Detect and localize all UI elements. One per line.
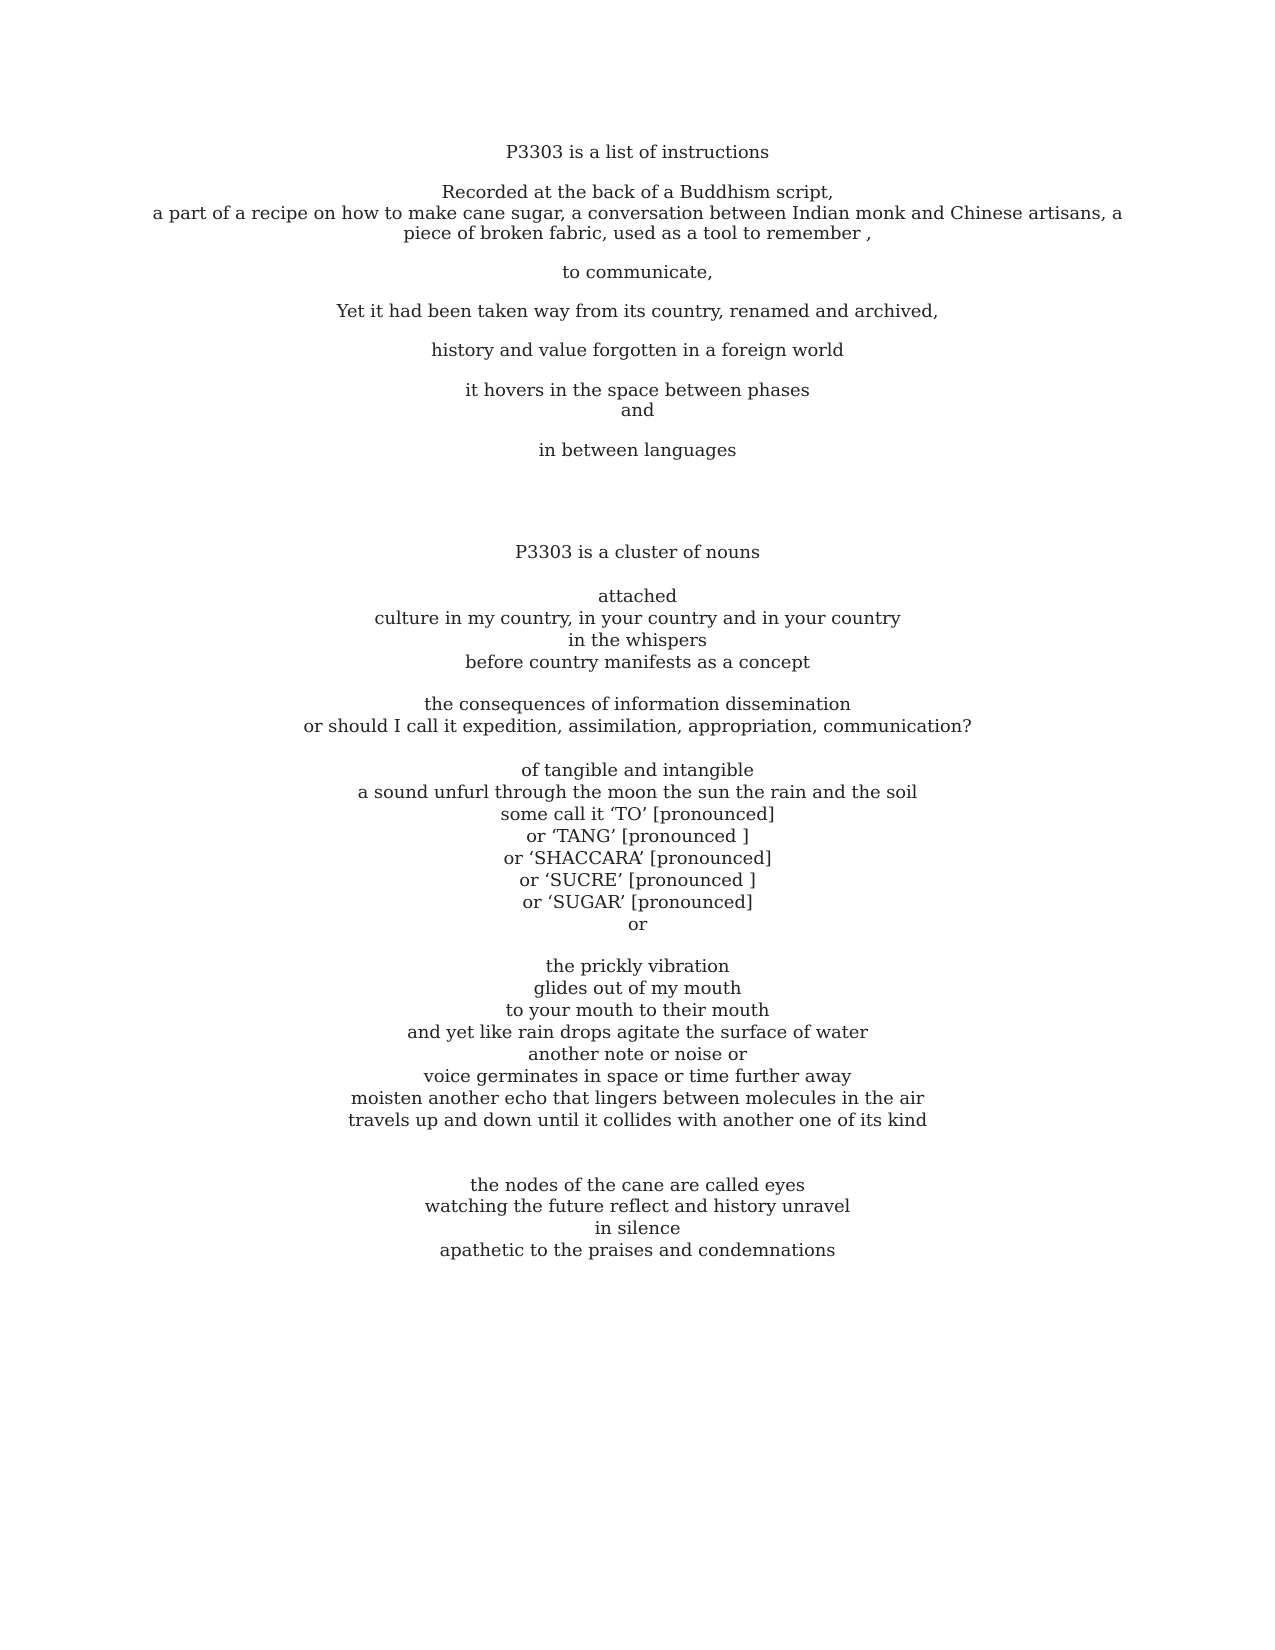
poem-line: and yet like rain drops agitate the surface of water	[407, 1022, 868, 1043]
poem-line: in between languages	[538, 440, 737, 461]
poem-line: voice germinates in space or time further away	[423, 1066, 852, 1087]
section2-title: P3303 is a cluster of nouns	[514, 542, 761, 563]
poem-line: moisten another echo that lingers between molecules in the air	[350, 1088, 925, 1109]
poem-line: some call it ‘TO’ [pronounced]	[500, 804, 775, 825]
poem-line: apathetic to the praises and condemnations	[439, 1240, 836, 1261]
poem-line: it hovers in the space between phases	[465, 380, 810, 401]
poem-line: a part of a recipe on how to make cane sugar, a conversation between Indian monk and Chinese artisans, a	[152, 203, 1123, 224]
poem-line: Recorded at the back of a Buddhism script,	[441, 182, 834, 203]
poem-line: or ‘TANG’ [pronounced ]	[526, 826, 749, 847]
poem-line: or ‘SUCRE’ [pronounced ]	[519, 870, 756, 891]
poem-line: before country manifests as a concept	[465, 652, 810, 673]
poem-line: glides out of my mouth	[533, 978, 742, 999]
poem-line: of tangible and intangible	[521, 760, 754, 781]
poem-line: in silence	[594, 1218, 681, 1239]
poem-line: or should I call it expedition, assimilation, appropriation, communication?	[303, 716, 972, 737]
poem-line: or	[627, 914, 648, 935]
poem-line: a sound unfurl through the moon the sun the rain and the soil	[357, 782, 918, 803]
poem-line: the nodes of the cane are called eyes	[470, 1175, 805, 1196]
poem-line: or ‘SUGAR’ [pronounced]	[522, 892, 753, 913]
poem-line: piece of broken fabric, used as a tool to remember ,	[403, 223, 872, 244]
poem-line: Yet it had been taken way from its country, renamed and archived,	[336, 301, 939, 322]
poem-line: history and value forgotten in a foreign world	[431, 340, 844, 361]
section1-title: P3303 is a list of instructions	[505, 142, 770, 163]
poem-line: culture in my country, in your country and in your country	[374, 608, 901, 629]
poem-line: watching the future reflect and history unravel	[424, 1196, 851, 1217]
poem-line: and	[620, 400, 655, 421]
poem-line: to your mouth to their mouth	[505, 1000, 770, 1021]
poem-line: the prickly vibration	[545, 956, 730, 977]
poem-line: another note or noise or	[527, 1044, 747, 1065]
poem-line: in the whispers	[568, 630, 707, 651]
poem-line: attached	[598, 586, 677, 607]
poem-line: to communicate,	[562, 262, 713, 283]
poem-line: the consequences of information dissemination	[424, 694, 851, 715]
poem-line: or ‘SHACCARA’ [pronounced]	[503, 848, 772, 869]
poem-line: travels up and down until it collides with another one of its kind	[347, 1110, 928, 1131]
